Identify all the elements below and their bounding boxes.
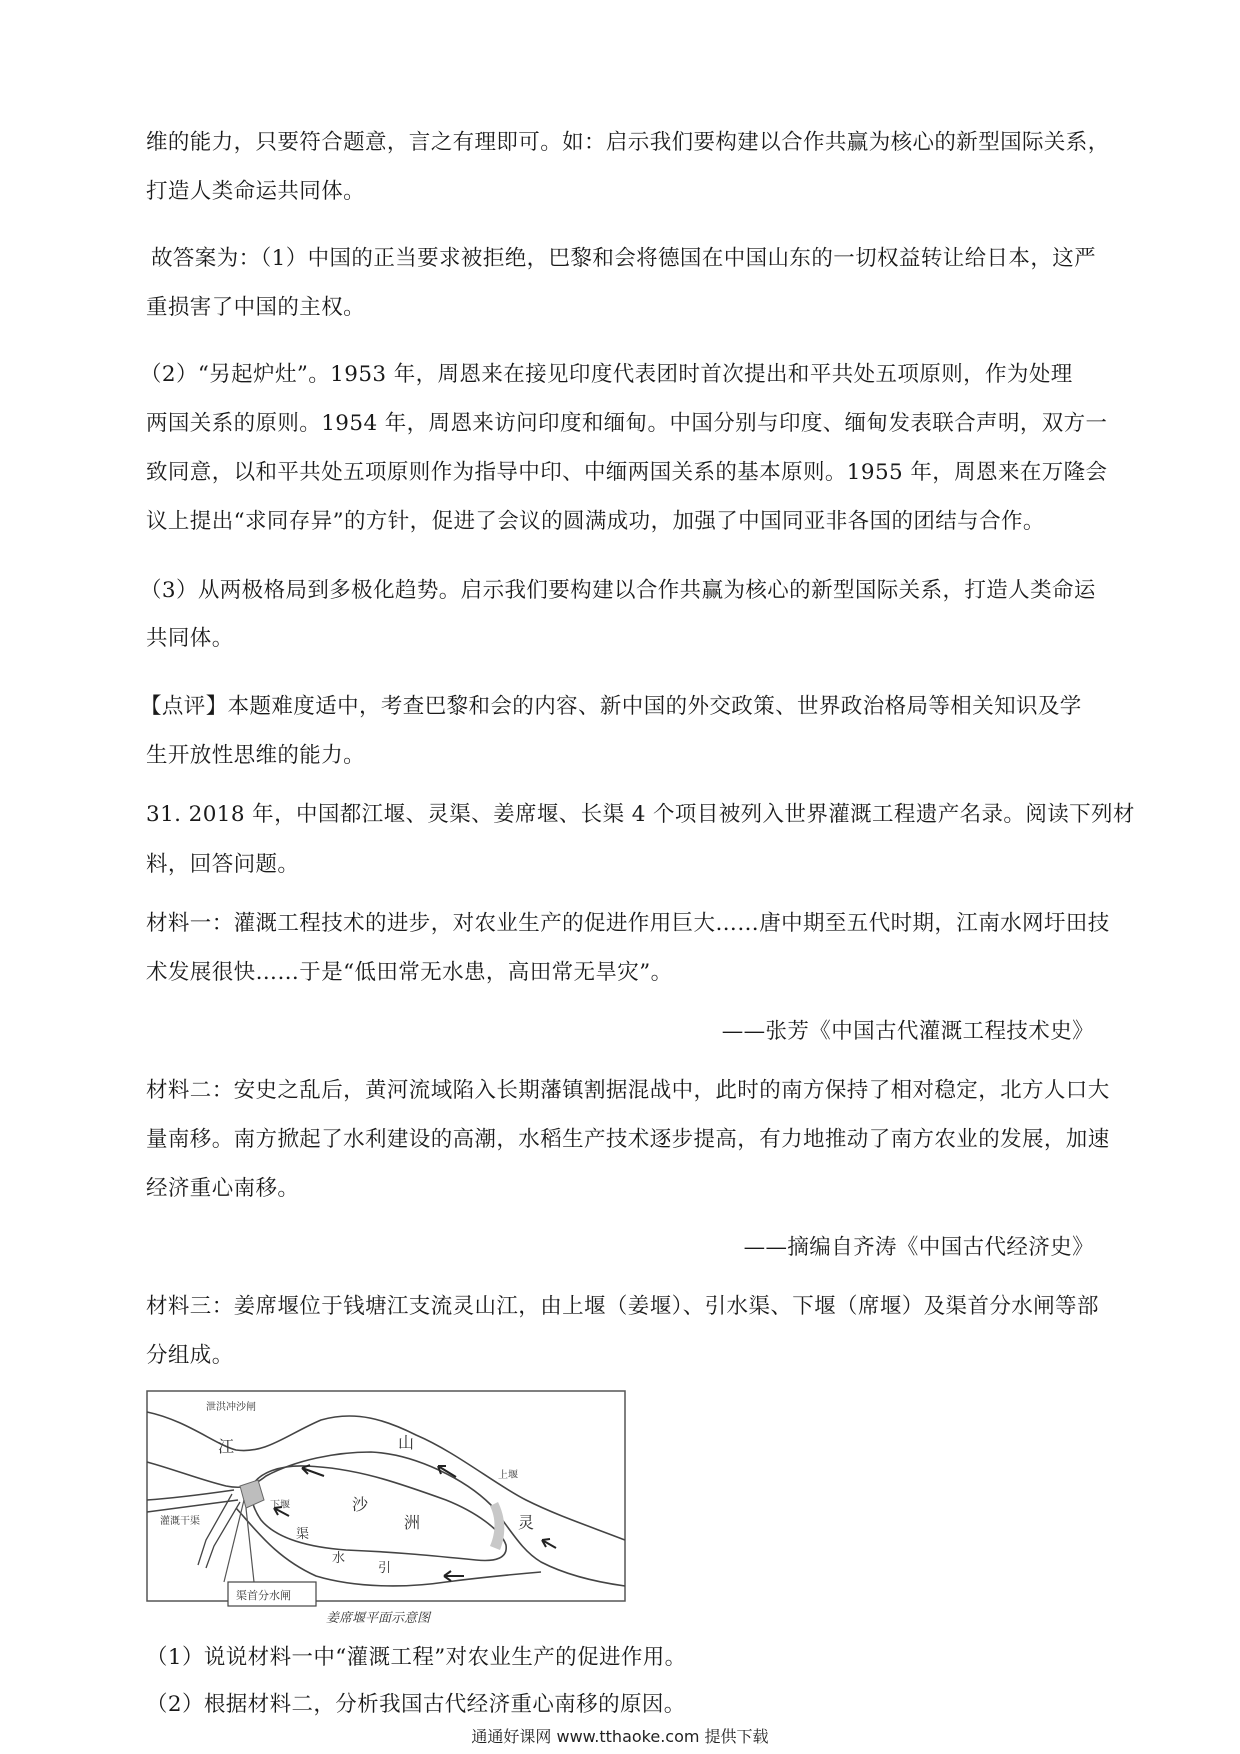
paragraph-line: 料，回答问题。 — [146, 852, 300, 877]
jiangxi-weir-diagram — [146, 1390, 626, 1630]
figure-caption: 姜席堰平面示意图 — [326, 1611, 431, 1626]
question-31-part-2: （2）根据材料二，分析我国古代经济重心南移的原因。 — [146, 1692, 686, 1717]
upper-weir-label: 上堰 — [498, 1470, 518, 1481]
char-qu: 渠 — [296, 1527, 310, 1542]
question-31-part-1: （1）说说材料一中“灌溉工程”对农业生产的促进作用。 — [146, 1645, 687, 1670]
answer-line: （3）从两极格局到多极化趋势。启示我们要构建以合作共赢为核心的新型国际关系，打造人类命运 — [140, 578, 1096, 603]
lower-weir-label: 下堰 — [270, 1500, 290, 1511]
char-zhou: 洲 — [404, 1513, 421, 1532]
paragraph-line: 打造人类命运共同体。 — [146, 179, 366, 204]
char-yin: 引 — [378, 1561, 392, 1576]
diagram-svg — [146, 1390, 626, 1630]
head-gate-label: 渠首分水闸 — [236, 1589, 291, 1602]
paragraph-line: 重损害了中国的主权。 — [146, 295, 366, 320]
paragraph-line: 两国关系的原则。1954 年，周恩来访问印度和缅甸。中国分别与印度、缅甸发表联合声明，双方一 — [146, 411, 1108, 436]
comment-line: 【点评】本题难度适中，考查巴黎和会的内容、新中国的外交政策、世界政治格局等相关知识及学 — [140, 694, 1082, 719]
paragraph-line: 维的能力，只要符合题意，言之有理即可。如：启示我们要构建以合作共赢为核心的新型国际关系， — [146, 130, 1110, 155]
material-three: 材料三：姜席堰位于钱塘江支流灵山江，由上堰（姜堰）、引水渠、下堰（席堰）及渠首分水闸等部 — [146, 1294, 1099, 1319]
paragraph-line: 量南移。南方掀起了水利建设的高潮，水稻生产技术逐步提高，有力地推动了南方农业的发展，加速 — [146, 1127, 1110, 1152]
source-citation: ——摘编自齐涛《中国古代经济史》 — [743, 1235, 1094, 1260]
char-ling: 灵 — [518, 1513, 535, 1532]
irrigation-channel-label: 灌溉干渠 — [160, 1516, 200, 1527]
paragraph-line: 致同意，以和平共处五项原则作为指导中印、中缅两国关系的基本原则。1955 年，周恩来在万隆会 — [146, 460, 1108, 485]
source-citation: ——张芳《中国古代灌溉工程技术史》 — [721, 1019, 1094, 1044]
material-one: 材料一：灌溉工程技术的进步，对农业生产的促进作用巨大……唐中期至五代时期，江南水网圩田技 — [146, 911, 1110, 936]
page-footer: 通通好课网 www.tthaoke.com 提供下载 — [471, 1727, 769, 1746]
question-31-stem: 31. 2018 年，中国都江堰、灵渠、姜席堰、长渠 4 个项目被列入世界灌溉工程遗产名录。阅读下列材 — [146, 802, 1135, 827]
answer-line: （2）“另起炉灶”。1953 年，周恩来在接见印度代表团时首次提出和平共处五项原则，作为处理 — [140, 362, 1073, 387]
paragraph-line: 分组成。 — [146, 1343, 234, 1368]
char-sha: 沙 — [352, 1495, 369, 1514]
river-char-jiang: 江 — [218, 1437, 235, 1456]
material-two: 材料二：安史之乱后，黄河流域陷入长期藩镇割据混战中，此时的南方保持了相对稳定，北方人口大 — [146, 1078, 1110, 1103]
flood-gate-label: 泄洪冲沙闸 — [206, 1402, 256, 1413]
paragraph-line: 经济重心南移。 — [146, 1176, 300, 1201]
paragraph-line: 生开放性思维的能力。 — [146, 743, 366, 768]
char-shan: 山 — [398, 1433, 415, 1452]
paragraph-line: 议上提出“求同存异”的方针，促进了会议的圆满成功，加强了中国同亚非各国的团结与合作。 — [146, 509, 1045, 534]
paragraph-line: 共同体。 — [146, 626, 234, 651]
char-shui: 水 — [332, 1551, 346, 1566]
answer-line: 故答案为：（1）中国的正当要求被拒绝，巴黎和会将德国在中国山东的一切权益转让给日本，这严 — [151, 246, 1097, 271]
paragraph-line: 术发展很快……于是“低田常无水患，高田常无旱灾”。 — [146, 960, 673, 985]
